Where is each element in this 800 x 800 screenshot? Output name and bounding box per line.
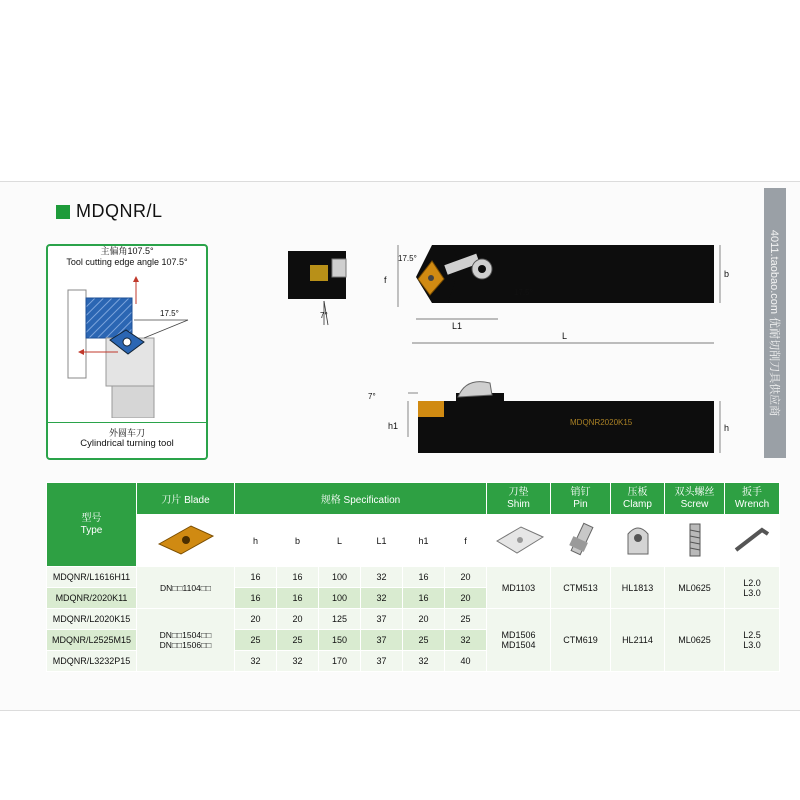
- spec-table: [46, 482, 780, 672]
- wrench-size-1: L2.5: [743, 630, 761, 640]
- angle-footer-cn: 外圆车刀: [108, 428, 145, 438]
- blade-code-2: DN□□1506□□: [159, 640, 212, 650]
- cell-L1: 37: [361, 630, 403, 651]
- cell-b: 25: [277, 630, 319, 651]
- label-L: L: [562, 331, 568, 341]
- spec-col-L1: L1: [361, 515, 403, 567]
- tool-drawings: [280, 225, 740, 485]
- angle-bottom: 17.5°: [514, 288, 533, 297]
- angle-caption-en: Tool cutting edge angle 107.5°: [66, 257, 188, 267]
- header-shim-cn: 刀垫: [508, 486, 529, 498]
- engraving: MDQNR2020K15: [570, 418, 633, 427]
- wrench-size-1: L2.0: [743, 577, 761, 588]
- clamp-icon: [611, 515, 665, 567]
- header-screw-cn: 双头螺丝: [674, 486, 715, 498]
- cell-h1: 32: [403, 651, 445, 672]
- pin-icon: [551, 515, 611, 567]
- cell-L: 170: [319, 651, 361, 672]
- spec-col-h1: h1: [403, 515, 445, 567]
- tool-end-view: [288, 251, 346, 325]
- row-type: MDQNR/L2525M15: [47, 630, 137, 651]
- row-shim: [487, 609, 551, 672]
- header-wrench-cn: 扳手: [742, 486, 762, 498]
- header-wrench-en: Wrench: [734, 498, 770, 510]
- row-shim: MD1103: [487, 567, 551, 609]
- header-type: [47, 483, 137, 567]
- angle-caption-cn: 主偏角107.5°: [100, 246, 154, 256]
- label-h: h: [724, 423, 730, 433]
- label-f: f: [384, 275, 387, 285]
- wrench-icon: [725, 515, 780, 567]
- cell-b: 32: [277, 651, 319, 672]
- side-watermark-text: 4011.taobao.com 优耐切削刀具供应商: [768, 229, 780, 417]
- cutting-angle-box: [46, 244, 208, 460]
- spec-col-h: h: [235, 515, 277, 567]
- cell-h: 16: [235, 567, 277, 588]
- row-wrench: [725, 567, 780, 609]
- header-pin-en: Pin: [573, 498, 588, 510]
- row-blade: [137, 609, 235, 672]
- header-pin: [551, 483, 611, 515]
- arrow-up-icon: [133, 276, 139, 282]
- cell-L1: 37: [361, 609, 403, 630]
- cutting-angle-diagram: [48, 268, 206, 418]
- row-type: MDQNR/L2020K15: [47, 609, 137, 630]
- title-bar: [56, 201, 163, 222]
- header-blade: 刀片 Blade: [137, 483, 235, 515]
- header-shim-en: Shim: [507, 498, 530, 510]
- cell-b: 16: [277, 588, 319, 609]
- cell-f: 25: [445, 609, 487, 630]
- row-clamp: HL1813: [611, 567, 665, 609]
- cell-f: 32: [445, 630, 487, 651]
- title-square-icon: [56, 205, 70, 219]
- table-row: [47, 609, 780, 630]
- row-type: MDQNR/2020K11: [47, 588, 137, 609]
- screw-icon: [665, 515, 725, 567]
- cell-f: 20: [445, 588, 487, 609]
- cell-L1: 32: [361, 567, 403, 588]
- header-shim: [487, 483, 551, 515]
- cell-h: 16: [235, 588, 277, 609]
- angle-label: 17.5°: [160, 309, 179, 318]
- cell-L: 100: [319, 588, 361, 609]
- blade-code-1: DN□□1504□□: [159, 630, 212, 640]
- header-clamp-en: Clamp: [623, 498, 652, 510]
- cell-h1: 16: [403, 588, 445, 609]
- cell-L1: 32: [361, 588, 403, 609]
- side-watermark: [764, 188, 786, 458]
- spec-col-b: b: [277, 515, 319, 567]
- header-type-cn: 型号: [81, 512, 102, 524]
- cell-L: 150: [319, 630, 361, 651]
- shim-icon: [487, 515, 551, 567]
- label-h1: h1: [388, 421, 399, 431]
- table-row: [47, 567, 780, 588]
- label-L1: L1: [452, 321, 463, 331]
- row-pin: CTM619: [551, 609, 611, 672]
- header-spec: 规格 Specification: [235, 483, 487, 515]
- row-type: MDQNR/L1616H11: [47, 567, 137, 588]
- wrench-size-2: L3.0: [743, 640, 761, 650]
- cell-h: 25: [235, 630, 277, 651]
- header-type-en: Type: [80, 524, 103, 536]
- header-wrench: [725, 483, 780, 515]
- tool-top-view: [384, 245, 729, 343]
- cell-h1: 20: [403, 609, 445, 630]
- label-7deg-b: 7°: [368, 392, 376, 401]
- cell-h1: 16: [403, 567, 445, 588]
- cell-h: 32: [235, 651, 277, 672]
- cell-L: 100: [319, 567, 361, 588]
- header-clamp: [611, 483, 665, 515]
- label-b: b: [724, 269, 730, 279]
- header-clamp-cn: 压板: [627, 486, 648, 498]
- blade-insert-icon: [137, 515, 235, 567]
- row-screw: ML0625: [665, 609, 725, 672]
- shim-code-1: MD1506: [501, 630, 536, 640]
- angle-top: 17.5°: [398, 254, 417, 263]
- label-7deg-a: 7°: [320, 311, 328, 320]
- header-pin-cn: 销钉: [570, 486, 591, 498]
- page-title: MDQNR/L: [76, 201, 163, 221]
- spec-col-f: f: [445, 515, 487, 567]
- row-wrench: [725, 609, 780, 672]
- row-clamp: HL2114: [611, 609, 665, 672]
- row-type: MDQNR/L3232P15: [47, 651, 137, 672]
- cell-L1: 37: [361, 651, 403, 672]
- row-pin: CTM513: [551, 567, 611, 609]
- cell-L: 125: [319, 609, 361, 630]
- cell-h: 20: [235, 609, 277, 630]
- cell-b: 20: [277, 609, 319, 630]
- wrench-size-2: L3.0: [743, 587, 761, 598]
- cell-h1: 25: [403, 630, 445, 651]
- tool-side-view: [368, 382, 729, 453]
- cell-f: 40: [445, 651, 487, 672]
- shim-code-2: MD1504: [501, 640, 536, 650]
- header-screw: [665, 483, 725, 515]
- row-blade: DN□□1104□□: [137, 567, 235, 609]
- spec-col-L: L: [319, 515, 361, 567]
- angle-footer-en: Cylindrical turning tool: [80, 438, 174, 449]
- cell-b: 16: [277, 567, 319, 588]
- cell-f: 20: [445, 567, 487, 588]
- row-screw: ML0625: [665, 567, 725, 609]
- header-screw-en: Screw: [680, 498, 709, 510]
